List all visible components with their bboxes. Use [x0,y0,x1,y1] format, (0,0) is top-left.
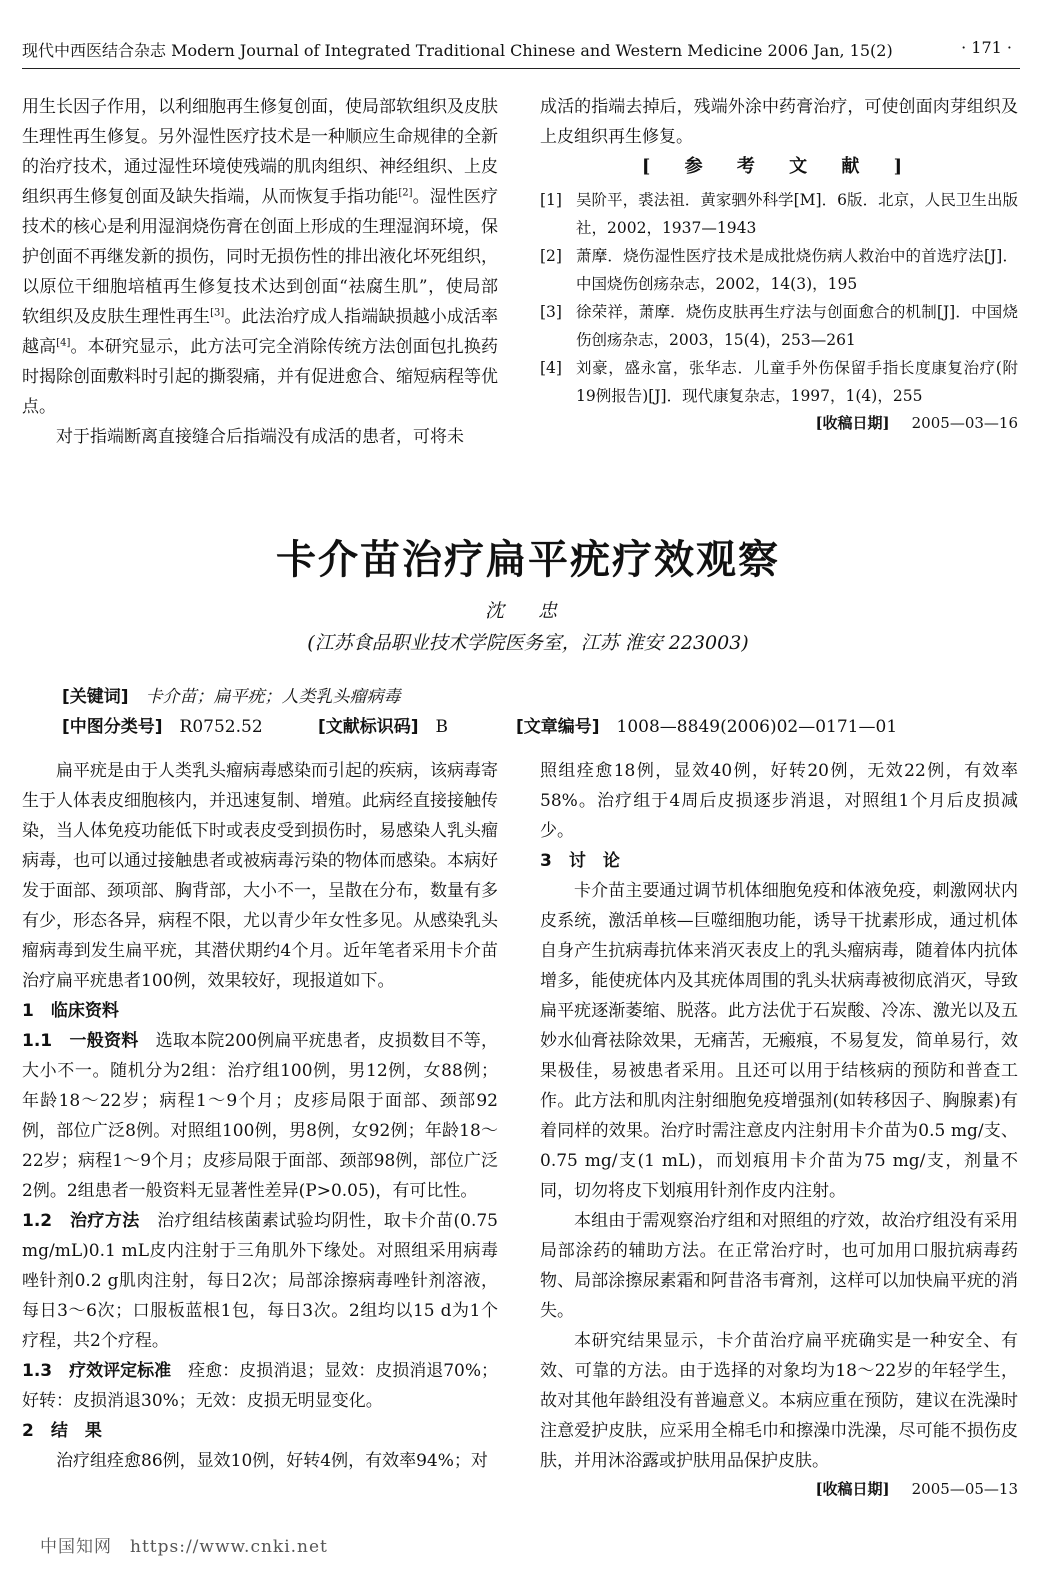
subsection-1-3: 1.3 疗效评定标准 痊愈：皮损消退；显效：皮损消退70%；好转：皮损消退30%；无效：皮损无明显变化。 [22,1361,499,1411]
prev-paragraph-1: 用生长因子作用，以利细胞再生修复创面，使局部软组织及皮肤生理性再生修复。另外湿性医疗技术是一种顺应生命规律的全新的治疗技术，通过湿性环境使残端的肌肉组织、神经组织、上皮组织再生修复创面及缺失指端，从而恢复手指功能[2]。湿性医疗技术的核心是利用湿润烧伤膏在创面上形成的生理湿润环境，保护创面不再继发新的损伤，同时无损伤性的排出液化坏死组织，以原位干细胞培植再生修复技术达到创面“祛腐生肌”，使局部软组织及皮肤生理性再生[3]。此法治疗成人指端缺损越小成活率越高[4]。本研究显示，此方法可完全消除传统方法创面包扎换药时揭除创面敷料时引起的撕裂痛，并有促进愈合、缩短病程等优点。 [22,97,499,417]
article-title: 卡介苗治疗扁平疣疗效观察 [276,537,780,583]
page-number: · 171 · [961,38,1012,57]
article-id-line: [文章编号] 1008—8849(2006)02—0171—01 [516,717,898,737]
discussion-paragraph-1: 卡介苗主要通过调节机体细胞免疫和体液免疫，刺激网状内皮系统，激活单核—巨噬细胞功能，诱导干扰素形成，通过机体自身产生抗病毒抗体来消灭表皮上的乳头瘤病毒，随着体内抗体增多，能使疣体内及其疣体周围的乳头状病毒被彻底消灭，导致扁平疣逐渐萎缩、脱落。此方法优于石炭酸、冷冻、激光以及五妙水仙膏祛除效果，无痛苦，无瘢痕，不易复发，简单易行，效果极佳，易被患者采用。且还可以用于结核病的预防和普查工作。此方法和肌肉注射细胞免疫增强剂(如转移因子、胸腺素)有着同样的效果。治疗时需注意皮内注射用卡介苗为0.5 mg/支、0.75 mg/支(1 mL)，而划痕用卡介苗为75 mg/支，剂量不同，切勿将皮下划痕用针剂作皮内注射。 [540,881,1018,1201]
article-author: 沈 忠 [484,600,572,622]
prev-paragraph-2: 对于指端断离直接缝合后指端没有成活的患者，可将未 [56,427,464,447]
clc-line: [中图分类号] R0752.52 [62,717,263,737]
prev-right-paragraph: 成活的指端去掉后，残端外涂中药膏治疗，可使创面肉芽组织及上皮组织再生修复。 [540,97,1018,147]
discussion-paragraph-2: 本组由于需观察治疗组和对照组的疗效，故治疗组没有采用局部涂药的辅助方法。在正常治疗时，也可加用口服抗病毒药物、局部涂擦尿素霜和阿昔洛韦膏剂，这样可以加快扁平疣的消失。 [540,1211,1018,1321]
journal-citation: 现代中西医结合杂志 Modern Journal of Integrated Traditional Chinese and Western Medicine 2006 Jan, 15(2) [22,41,893,60]
subsection-1-1: 1.1 一般资料 选取本院200例扁平疣患者，皮损数目不等，大小不一。随机分为2组：治疗组100例，男12例，女88例；年龄18～22岁；病程1～9个月；皮疹局限于面部、颈部92例，部位广泛8例。对照组100例，男8例，女92例；年龄18～22岁；病程1～9个月；皮疹局限于面部、颈部98例，部位广泛2例。2组患者一般资料无显著性差异(P>0.05)，有可比性。 [22,1031,498,1201]
reference-item: [2] 萧摩．烧伤湿性医疗技术是成批烧伤病人救治中的首选疗法[J]．中国烧伤创疡杂志，2002，14(3)，195 [540,247,1018,293]
keywords: 卡介苗；扁平疣；人类乳头瘤病毒 [145,687,401,707]
citation-ref[interactable]: [4] [56,337,71,349]
results-continued: 照组痊愈18例，显效40例，好转20例，无效22例，有效率58%。治疗组于4周后皮损逐步消退，对照组1个月后皮损减少。 [540,761,1018,841]
prev-article-right-column [540,92,1018,436]
discussion-paragraph-3: 本研究结果显示，卡介苗治疗扁平疣确实是一种安全、有效、可靠的方法。由于选择的对象均为18～22岁的年轻学生，故对其他年龄组没有普遍意义。本病应重在预防，建议在洗澡时注意爱护皮肤，应采用全棉毛巾和擦澡巾洗澡，尽可能不损伤皮肤，并用沐浴露或护肤用品保护皮肤。 [540,1331,1018,1471]
keywords-line: [关键词] 卡介苗；扁平疣；人类乳头瘤病毒 [62,687,401,707]
references-heading: [ 参 考 文 献 ] [641,156,917,177]
intro-paragraph: 扁平疣是由于人类乳头瘤病毒感染而引起的疾病，该病毒寄生于人体表皮细胞核内，并迅速复制、增殖。此病经直接接触传染，当人体免疫功能低下时或表皮受到损伤时，易感染人乳头瘤病毒，也可以通过接触患者或被病毒污染的物体而感染。本病好发于面部、颈项部、胸背部，大小不一，呈散在分布，数量有多有少，形态各异，病程不限，尤以青少年女性多见。从感染乳头瘤病毒到发生扁平疣，其潜伏期约4个月。近年笔者采用卡介苗治疗扁平疣患者100例，效果较好，现报道如下。 [22,761,498,991]
article-right-column [540,756,1018,1502]
section-heading: 2 结 果 [22,1421,102,1441]
article-left-column [22,756,498,1476]
citation-ref[interactable]: [2] [398,187,413,199]
results-paragraph: 治疗组痊愈86例，显效10例，好转4例，有效率94%；对 [56,1451,488,1471]
reference-item: [3] 徐荣祥，萧摩．烧伤皮肤再生疗法与创面愈合的机制[J]．中国烧伤创疡杂志，2003，15(4)，253—261 [540,303,1018,349]
received-date-line: [收稿日期] 2005—03—16 [815,414,1018,432]
reference-list [540,186,1018,410]
section-heading: 3 讨 论 [540,851,620,871]
running-header [22,38,1022,61]
doc-code-line: [文献标识码] B [318,717,449,737]
received-date-line: [收稿日期] 2005—05—13 [815,1480,1018,1498]
section-heading: 1 临床资料 [22,1001,119,1021]
author-affiliation: (江苏食品职业技术学院医务室，江苏 淮安 223003) [307,632,749,654]
reference-item: [1] 吴阶平，裘法祖．黄家驷外科学[M]．6版．北京，人民卫生出版社，2002，1937—1943 [540,191,1018,237]
prev-article-left-column [22,92,498,452]
watermark: 中国知网 https://www.cnki.net [40,1537,328,1557]
subsection-1-2: 1.2 治疗方法 治疗组结核菌素试验均阴性，取卡介苗(0.75 mg/mL)0.1 mL皮内注射于三角肌外下缘处。对照组采用病毒唑针剂0.2 g肌肉注射，每日2次；局部涂擦病毒唑针剂溶液，每日3～6次；口服板蓝根1包，每日3次。2组均以15 d为1个疗程，共2个疗程。 [22,1211,498,1351]
reference-item: [4] 刘豪，盛永富，张华志．儿童手外伤保留手指长度康复治疗(附19例报告)[J]．现代康复杂志，1997，1(4)，255 [540,359,1018,405]
header-rule [22,68,1020,69]
citation-ref[interactable]: [3] [210,307,225,319]
